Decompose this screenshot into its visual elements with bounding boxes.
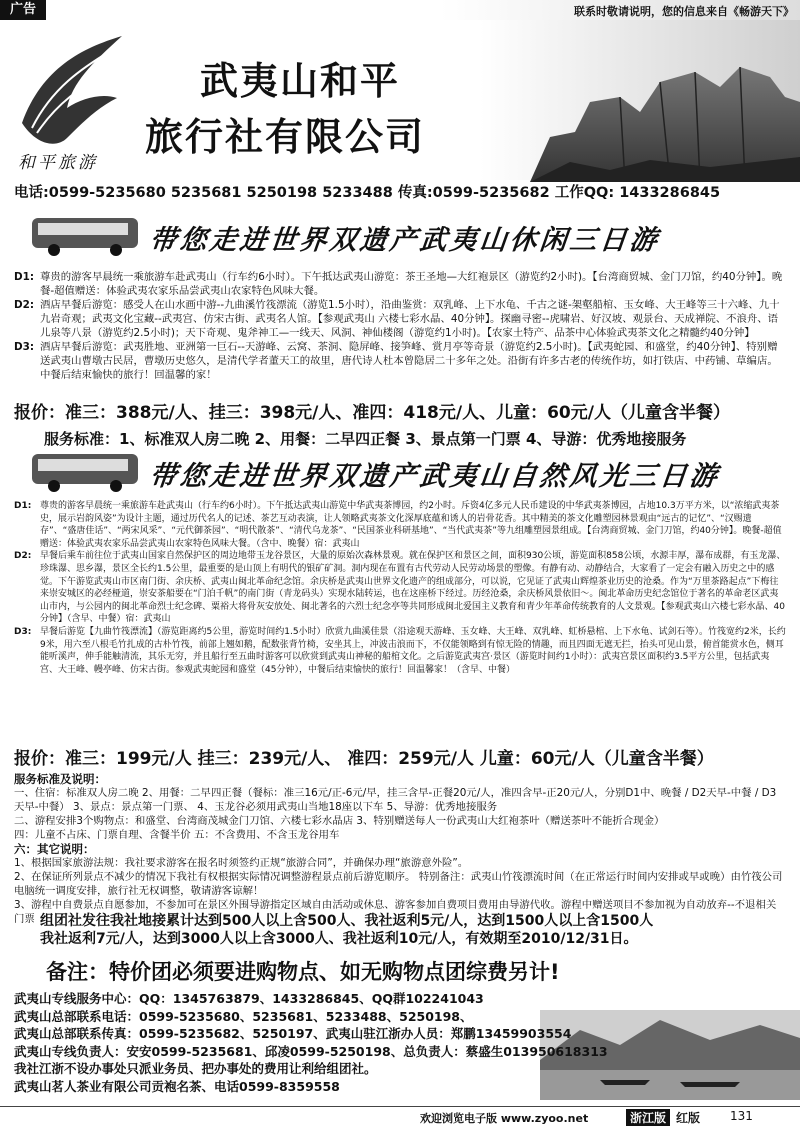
route1-itinerary: [14, 270, 786, 382]
contact-line: 武夷山专线服务中心：QQ：1345763879、1433286845、QQ群102241043: [14, 991, 484, 1006]
day-text: 早餐后乘车前往位于武夷山国家自然保护区的周边地带玉龙谷景区，大量的原始次森林景观。就在保护区和景区之间，面积930公顷，游览面积858公顷，水源丰厚，瀑布成群，有玉龙瀑、珍珠瀑、思乡瀑，景区全长约1.5公里，最重要的是山顶上有明代的银矿矿洞。洞内现在布置有古代劳动人民劳动场景的塑像。有静有动、动静结合，大家看了一定会有融入历史之中的感觉。下午游览武夷山市区南门街、余庆桥、武夷山闽北革命纪念馆。余庆桥是武夷山世界文化遗产的组成部分，可以说，它见证了武夷山辉煌茶业历史的沧桑。作为“万里茶路起点”下梅往来崇安城区的必经桠道，崇安茶船要在“门泊千帆”的南门街（青龙码头）实现水陆转运，也在这座桥下经过。历经沧桑，余庆桥风景依旧～。闽北革命历史纪念馆位于著名的革命老区武夷山市内，与公园内的闽北革命烈士纪念碑、粟裕大将骨灰安放处、闽北著名的六烈士纪念亭等共同形成闽北爱国主义教育和青少年革命传统教育的人文景观。【参观武夷山六楼七彩水晶、40分钟】（含早、中餐）宿：武夷山: [40, 551, 786, 625]
ad-tag: 广告: [0, 0, 46, 20]
contacts-block: [14, 990, 608, 1096]
contact-line: 我社江浙不设办事处只派业务员、把办事处的费用让利给组团社。: [14, 1061, 377, 1077]
other-line: 3、游程中自费景点自愿参加，不参加可在景区外围导游指定区域自由活动或休息、游客参加自费项目费用由导游代收。游程中赠送项目不参加视为自动放弃--不退相关门票: [14, 899, 777, 925]
footer: [0, 1106, 800, 1127]
footer-section: 红版: [676, 1111, 701, 1125]
route2-banner: [0, 446, 800, 496]
header: [0, 20, 800, 180]
route1-title: 带您走进世界双遗产武夷山休闲三日游: [148, 225, 662, 256]
remark: 备注：特价团必须要进购物点、如无购物点团综费另计!: [46, 960, 560, 984]
mountain-rocks-image: [530, 42, 800, 182]
contact-line: 武夷山总部联系传真：0599-5235682、5250197、武夷山驻江浙办人员：郑鹏13459903554: [14, 1026, 572, 1042]
service-line: 四：儿童不占床、门票自理、含餐半价 五：不含费用、不含玉龙谷用车: [14, 829, 340, 841]
other-heading: 六：其它说明：: [14, 842, 95, 856]
top-bar: [0, 0, 800, 21]
top-note: 联系时敬请说明，您的信息来自《畅游天下》: [574, 5, 794, 18]
route2-itinerary: [14, 500, 786, 676]
route1-day1: [14, 270, 786, 298]
day-text: 尊贵的游客早晨统一乘旅游车赴武夷山（行车约6小时）。下午抵达武夷山游览中华武夷茶博园，约2小时。斥资4亿多元人民币建设的中华武夷茶博园，占地10.3万平方米，以“浓缩武夷茶史，展示岩韵风姿”为设计主题，通过历代名人的记述、茶艺互动表演，让人领略武夷茶文化深厚底蕴和诱人的岩骨花香。其中精美的茶文化雕塑园林景观由“远古的记忆”、“汉赐遗存”、“盛唐佳话”、“两宋风采”、“元代御茶园”、“明代散茶”、“清代乌龙茶”、“民国茶业科研基地”、“当代武夷茶”等九组雕塑园景组成。【台湾商贸城、金门刀馆，约40分钟】。晚餐-超值赠送：体验武夷农家乐品尝武夷山农家特色风味大餐。（含中、晚餐）宿：武夷山: [40, 501, 782, 549]
company-title-line2: 旅行社有限公司: [145, 114, 426, 159]
service-line: 二、游程安排3个购物点：和盛堂、台湾商茂城金门刀馆、六楼七彩水晶店 3、特别赠送每人一份武夷山大红袍茶叶（赠送茶叶不能折合现金）: [14, 815, 665, 827]
route1-day2: [14, 298, 786, 340]
route2-day1: [14, 500, 786, 550]
day-text: 尊贵的游客早晨统一乘旅游车赴武夷山（行车约6小时）。下午抵达武夷山游览：茶王圣地—大红袍景区（游览约2小时)。【台湾商贸城、金门刀馆，约40分钟】。晚餐-超值赠送：体验武夷农家乐品尝武夷山农家特色风味大餐。: [40, 271, 783, 297]
promo-text: [40, 912, 653, 948]
day-label: D1:: [14, 501, 32, 511]
day-text: 酒店早餐后游览：武夷胜地、亚洲第一巨石--天游峰、云窝、茶洞、隐屏峰、接笋峰、赏月亭等奇景（游览约2.5小时)。【武夷蛇园、和盛堂，约40分钟】、特别赠送武夷山曹墩古民居，曹墩历史悠久，是清代学者董天工的故里，唐代诗人杜本曾隐居二十多年之处。沿街有许多古老的传统作坊，如打铁店、中药铺、草编店。中餐后结束愉快的旅行！回温馨的家！: [40, 341, 778, 381]
route2-day3: [14, 626, 786, 676]
other-line: 1、根据国家旅游法规：我社要求游客在报名时须签约正规“旅游合同”，并确保办理“旅游意外险”。: [14, 857, 469, 869]
day-text: 早餐后游览【九曲竹筏漂流】（游览距离约5公里，游览时间约1.5小时）欣赏九曲溪佳景（沿途观天游峰、玉女峰、大王峰、双乳峰、虹桥悬棺、上下水龟、试剑石等）。竹筏宽约2米，长约9米，用六至八根毛竹扎成的古朴竹筏，前部上翘如鹅，配数张背竹椅，安坐其上，冲波击浪而下，不仅能领略到有惊无险的情趣，而且四面无遮无拦，抬头可见山景，俯首能赏水色，侧耳能听溪声，伸手能触清流，其乐无穷，并且船行至五曲时游客可以欣赏到武夷山神秘的船棺文化。之后游览武夷宫·景区（游览时间约1小时）：武夷宫景区面积约3.5平方公里，包括武夷宫、大王峰、幔亭峰、仿宋古街。参观武夷蛇园和盛堂（45分钟），中餐后结束愉快的旅行！回温馨家！（含早、中餐）: [40, 626, 786, 675]
contact-line: 武夷山总部联系电话：0599-5235680、5235681、5233488、5250198、: [14, 1008, 473, 1024]
route2-day2: [14, 550, 786, 626]
day-label: D2:: [14, 299, 35, 311]
other-line: 2、在保证所列景点不减少的情况下我社有权根据实际情况调整游程景点前后游览顺序。 特别备注：武夷山竹筏漂流时间（在正常运行时间内安排或早或晚）由竹筏公司电脑统一调度安排，旅行社无权调整，敬请游客谅解！: [14, 871, 783, 897]
footer-page-number: 131: [730, 1109, 753, 1123]
promo-line1: 组团社发往我社地接累计达到500人以上含500人、我社返利5元/人，达到1500人以上含1500人: [40, 913, 654, 929]
service-standards: [14, 772, 786, 926]
bus-icon: [30, 214, 142, 258]
contact-line: 电话:0599-5235680 5235681 5250198 5233488 传真:0599-5235682 工作QQ: 1433286845: [14, 185, 721, 201]
day-label: D3:: [14, 341, 35, 353]
bus-icon: [30, 450, 142, 494]
route1-service: 服务标准：1、标准双人房二晚 2、用餐：二早四正餐 3、景点第一门票 4、导游：优秀地接服务: [44, 430, 687, 448]
footer-site: 欢迎浏览电子版 www.zyoo.net: [420, 1112, 589, 1125]
contact-line: 武夷山茗人茶业有限公司贡袍名茶、电话0599-8359558: [14, 1078, 340, 1094]
route2-title: 带您走进世界双遗产武夷山自然风光三日游: [148, 461, 722, 492]
route1-day3: [14, 340, 786, 382]
contact-line: 武夷山专线负责人：安安0599-5235681、邱凌0599-5250198、总负责人：蔡盛生013950618313: [14, 1043, 608, 1059]
day-text: 酒店早餐后游览：感受人在山水画中游--九曲溪竹筏漂流（游览1.5小时），沿曲鉴赏：双乳峰、上下水龟、千古之谜-架壑船棺、玉女峰、大王峰等三十六峰、九十九岩奇观；武夷文化宝藏--武夷宫、仿宋古街、武夷名人馆。【参观武夷山 六楼七彩水晶、40分钟】。探幽寻密--虎啸岩、好汉坡、观景台、天成禅院、不浪舟、语儿泉等八景（游览约2.5小时)；天下奇观、鬼斧神工—一线天、风洞、神仙楼阁（游览约1小时)。【农家土特产、品茶中心体验武夷茶文化之精髓约40分钟】: [40, 299, 780, 339]
service-line: 一、住宿：标准双人房二晚 2、用餐：二早四正餐（餐标：准三16元/正-6元/早，挂三含早-正餐20元/人，准四含早-正20元/人，分别D1中、晚餐 / D2天早-中餐 / D3天早-中餐） 3、景点：景点第一门票、 4、玉龙谷必须用武夷山当地18座以下车 5、导游：优秀地接服务: [14, 787, 777, 813]
day-label: D1:: [14, 271, 35, 283]
day-label: D2:: [14, 551, 32, 562]
route1-price: 报价：准三：388元/人、挂三：398元/人、准四：418元/人、儿童：60元/人（儿童含半餐）: [14, 403, 730, 423]
company-title-line1: 武夷山和平: [200, 58, 401, 103]
promo-line2: 我社返利7元/人，达到3000人以上含3000人、我社返利10元/人，有效期至2010/12/31日。: [40, 931, 638, 947]
route1-banner: [0, 210, 800, 260]
footer-edition: 浙江版: [626, 1109, 670, 1126]
service-heading: 服务标准及说明：: [14, 772, 106, 786]
day-label: D3:: [14, 626, 32, 637]
logo-text: 和平旅游: [18, 153, 98, 173]
route2-price: 报价：准三：199元/人 挂三：239元/人、 准四：259元/人 儿童：60元/人（儿童含半餐）: [14, 749, 714, 769]
